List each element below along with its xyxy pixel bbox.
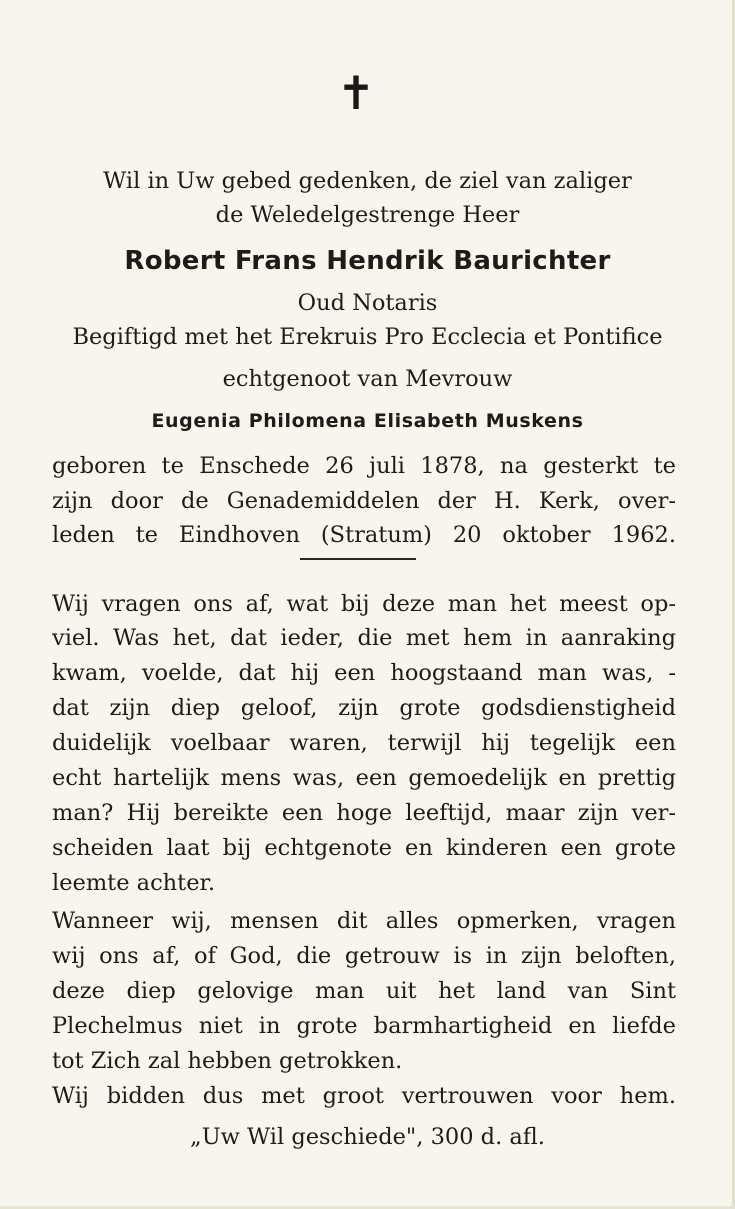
indulgence-line: „Uw Wil geschiede", 300 d. afl. [190, 1124, 545, 1150]
paragraph1-line: man? Hij bereikte een hoge leeftijd, maar zijn ver- [52, 800, 676, 826]
closing-line: Wij bidden dus met groot vertrouwen voor hem. [52, 1083, 676, 1109]
paragraph1-line: Wij vragen ons af, wat bij deze man het meest op- [52, 591, 676, 617]
paragraph2-line: deze diep gelovige man uit het land van Sint [52, 978, 676, 1004]
paragraph1-line: leemte achter. [52, 870, 215, 896]
paragraph2-line: Plechelmus niet in grote barmhartigheid en liefde [52, 1013, 676, 1039]
birth-death-line: geboren te Enschede 26 juli 1878, na gesterkt te [52, 453, 676, 479]
spouse-name: Eugenia Philomena Elisabeth Muskens [151, 410, 584, 432]
paragraph1-line: dat zijn diep geloof, zijn grote godsdienstigheid [52, 695, 676, 721]
paragraph2-line: wij ons af, of God, die getrouw is in zijn beloften, [52, 943, 676, 969]
header-line: de Weledelgestrenge Heer [215, 202, 520, 228]
birth-death-line: zijn door de Genademiddelen der H. Kerk, over- [52, 488, 676, 514]
deceased-name: Robert Frans Hendrik Baurichter [124, 246, 611, 276]
paragraph1-line: kwam, voelde, dat hij een hoogstaand man was, - [52, 660, 676, 686]
divider [300, 558, 416, 560]
birth-death-line: leden te Eindhoven (Stratum) 20 oktober 1962. [52, 522, 676, 548]
paragraph1-line: viel. Was het, dat ieder, die met hem in aanraking [52, 625, 676, 651]
spouse-intro: echtgenoot van Mevrouw [222, 366, 513, 392]
paragraph1-line: echt hartelijk mens was, een gemoedelijk en prettig [52, 765, 676, 791]
deceased-title: Oud Notaris [297, 290, 438, 316]
paragraph2-line: Wanneer wij, mensen dit alles opmerken, vragen [52, 908, 676, 934]
paragraph1-line: duidelijk voelbaar waren, terwijl hij tegelijk een [52, 730, 676, 756]
deceased-honor: Begiftigd met het Erekruis Pro Ecclecia et Pontifice [72, 324, 663, 350]
cross-icon: ✝ [336, 66, 376, 120]
header-line: Wil in Uw gebed gedenken, de ziel van zaliger [103, 168, 632, 194]
paragraph1-line: scheiden laat bij echtgenote en kinderen een grote [52, 835, 676, 861]
paragraph2-line: tot Zich zal hebben getrokken. [52, 1048, 403, 1074]
